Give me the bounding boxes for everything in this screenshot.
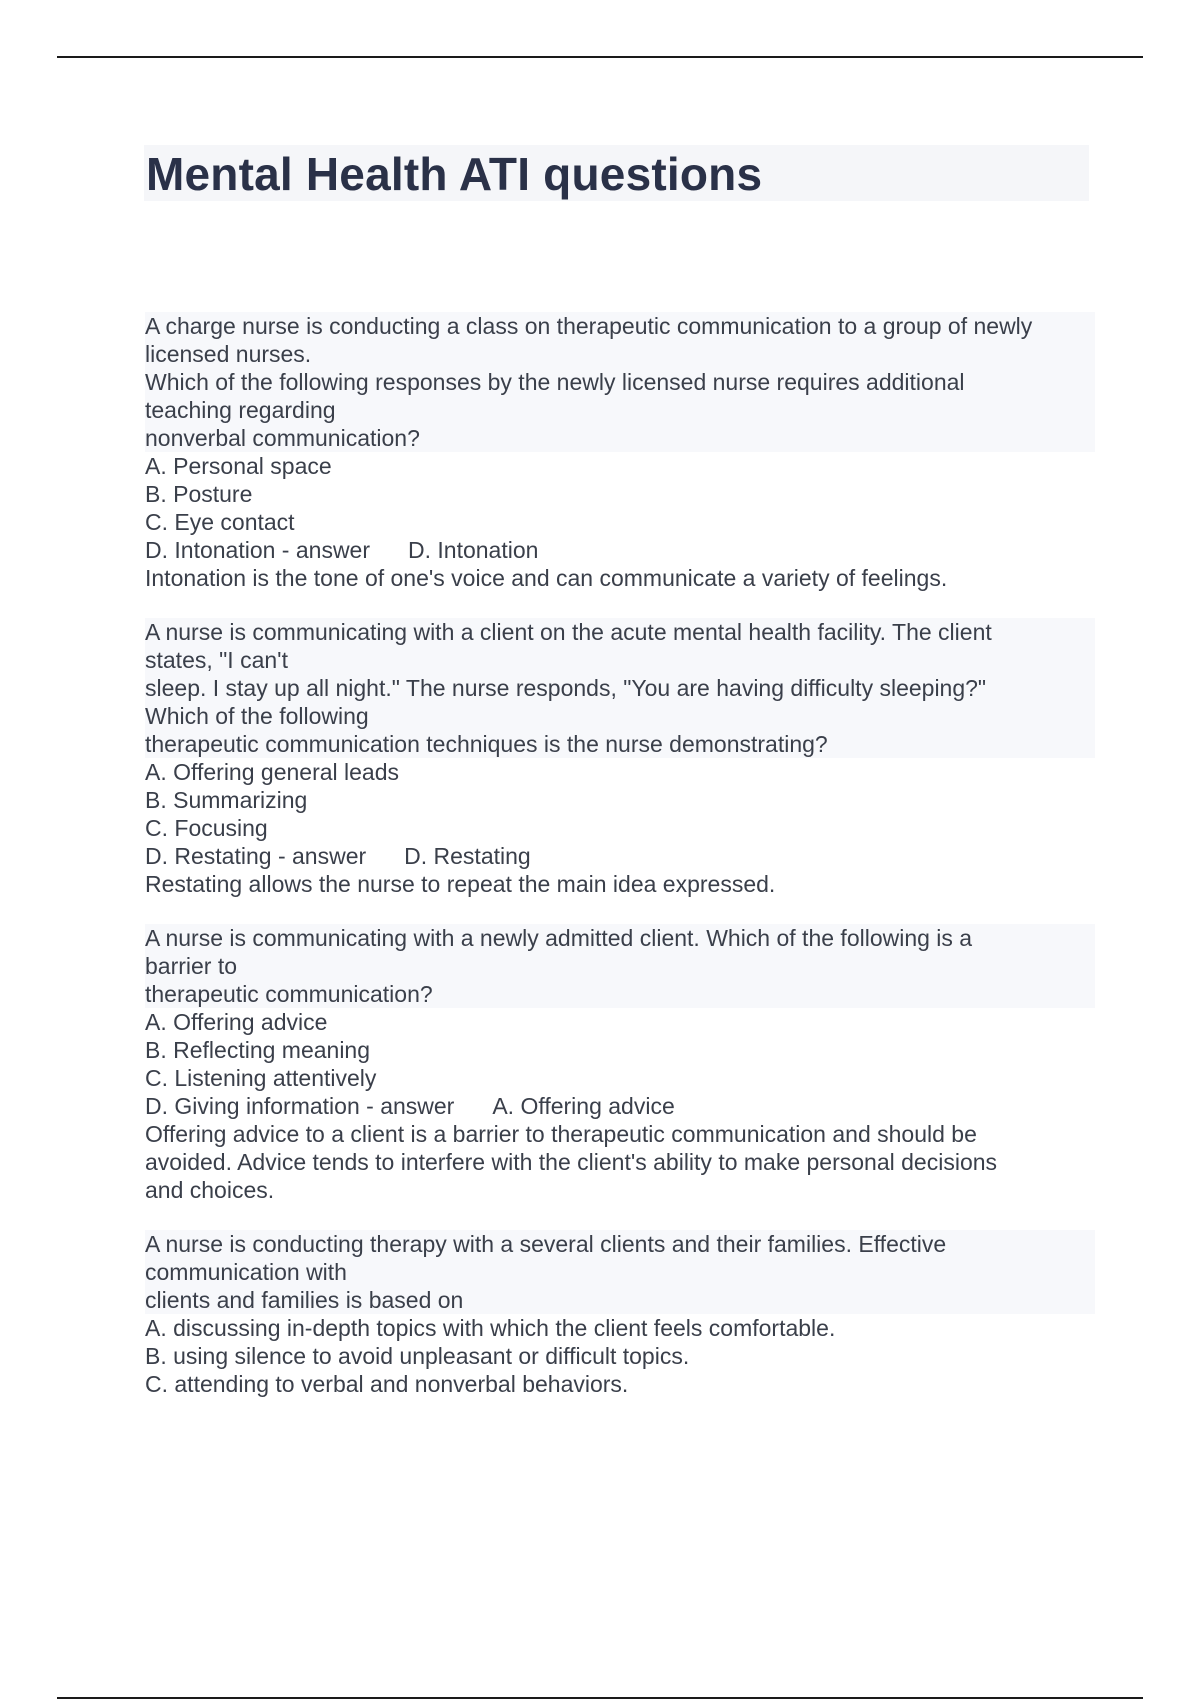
stem-line: A nurse is communicating with a client on the acute mental health facility. The client (145, 618, 1095, 646)
option-a: A. Offering advice (145, 1009, 328, 1035)
question-block (145, 312, 1095, 592)
option-b: B. Posture (145, 481, 253, 507)
option-c: C. Focusing (145, 815, 268, 841)
stem-line: Which of the following responses by the newly licensed nurse requires additional (145, 368, 1095, 396)
stem-line: therapeutic communication? (145, 980, 1095, 1008)
stem-line: Which of the following (145, 702, 1095, 730)
stem-line: teaching regarding (145, 396, 1095, 424)
stem-line: A charge nurse is conducting a class on therapeutic communication to a group of newly (145, 312, 1095, 340)
question-block (145, 924, 1095, 1204)
question-stem (145, 312, 1095, 452)
page-title: Mental Health ATI questions (146, 148, 763, 200)
answer-row (145, 1092, 1095, 1120)
option-c: C. attending to verbal and nonverbal behaviors. (145, 1371, 629, 1397)
stem-line: A nurse is conducting therapy with a several clients and their families. Effective (145, 1230, 1095, 1258)
bottom-rule (57, 1697, 1143, 1699)
question-list (145, 312, 1095, 1424)
question-block (145, 618, 1095, 898)
correct-answer: D. Restating (404, 843, 531, 869)
stem-line: A nurse is communicating with a newly admitted client. Which of the following is a (145, 924, 1095, 952)
stem-line: licensed nurses. (145, 340, 1095, 368)
stem-line: clients and families is based on (145, 1286, 1095, 1314)
option-b: B. using silence to avoid unpleasant or difficult topics. (145, 1343, 690, 1369)
option-b: B. Reflecting meaning (145, 1037, 371, 1063)
stem-line: barrier to (145, 952, 1095, 980)
top-rule (57, 56, 1143, 58)
rationale-line: Restating allows the nurse to repeat the main idea expressed. (145, 871, 776, 897)
stem-line: sleep. I stay up all night." The nurse responds, "You are having difficulty sleeping?" (145, 674, 1095, 702)
option-d-answer-label: D. Restating - answer (145, 843, 367, 869)
option-d-answer-label: D. Intonation - answer (145, 537, 371, 563)
stem-line: therapeutic communication techniques is the nurse demonstrating? (145, 730, 1095, 758)
option-d-answer-label: D. Giving information - answer (145, 1093, 455, 1119)
question-stem (145, 618, 1095, 758)
rationale-line: Intonation is the tone of one's voice and can communicate a variety of feelings. (145, 565, 948, 591)
answer-row (145, 842, 1095, 870)
stem-line: communication with (145, 1258, 1095, 1286)
question-stem (145, 1230, 1095, 1314)
option-c: C. Eye contact (145, 509, 295, 535)
question-block (145, 1230, 1095, 1398)
question-stem (145, 924, 1095, 1008)
rationale-line: Offering advice to a client is a barrier to therapeutic communication and should be (145, 1121, 977, 1147)
answer-row (145, 536, 1095, 564)
rationale-line: avoided. Advice tends to interfere with the client's ability to make personal decisions (145, 1149, 998, 1175)
option-c: C. Listening attentively (145, 1065, 377, 1091)
stem-line: states, "I can't (145, 646, 1095, 674)
correct-answer: D. Intonation (408, 537, 539, 563)
rationale-line: and choices. (145, 1177, 275, 1203)
option-a: A. Offering general leads (145, 759, 400, 785)
option-a: A. Personal space (145, 453, 332, 479)
correct-answer: A. Offering advice (492, 1093, 675, 1119)
stem-line: nonverbal communication? (145, 424, 1095, 452)
option-a: A. discussing in-depth topics with which the client feels comfortable. (145, 1315, 836, 1341)
option-b: B. Summarizing (145, 787, 308, 813)
